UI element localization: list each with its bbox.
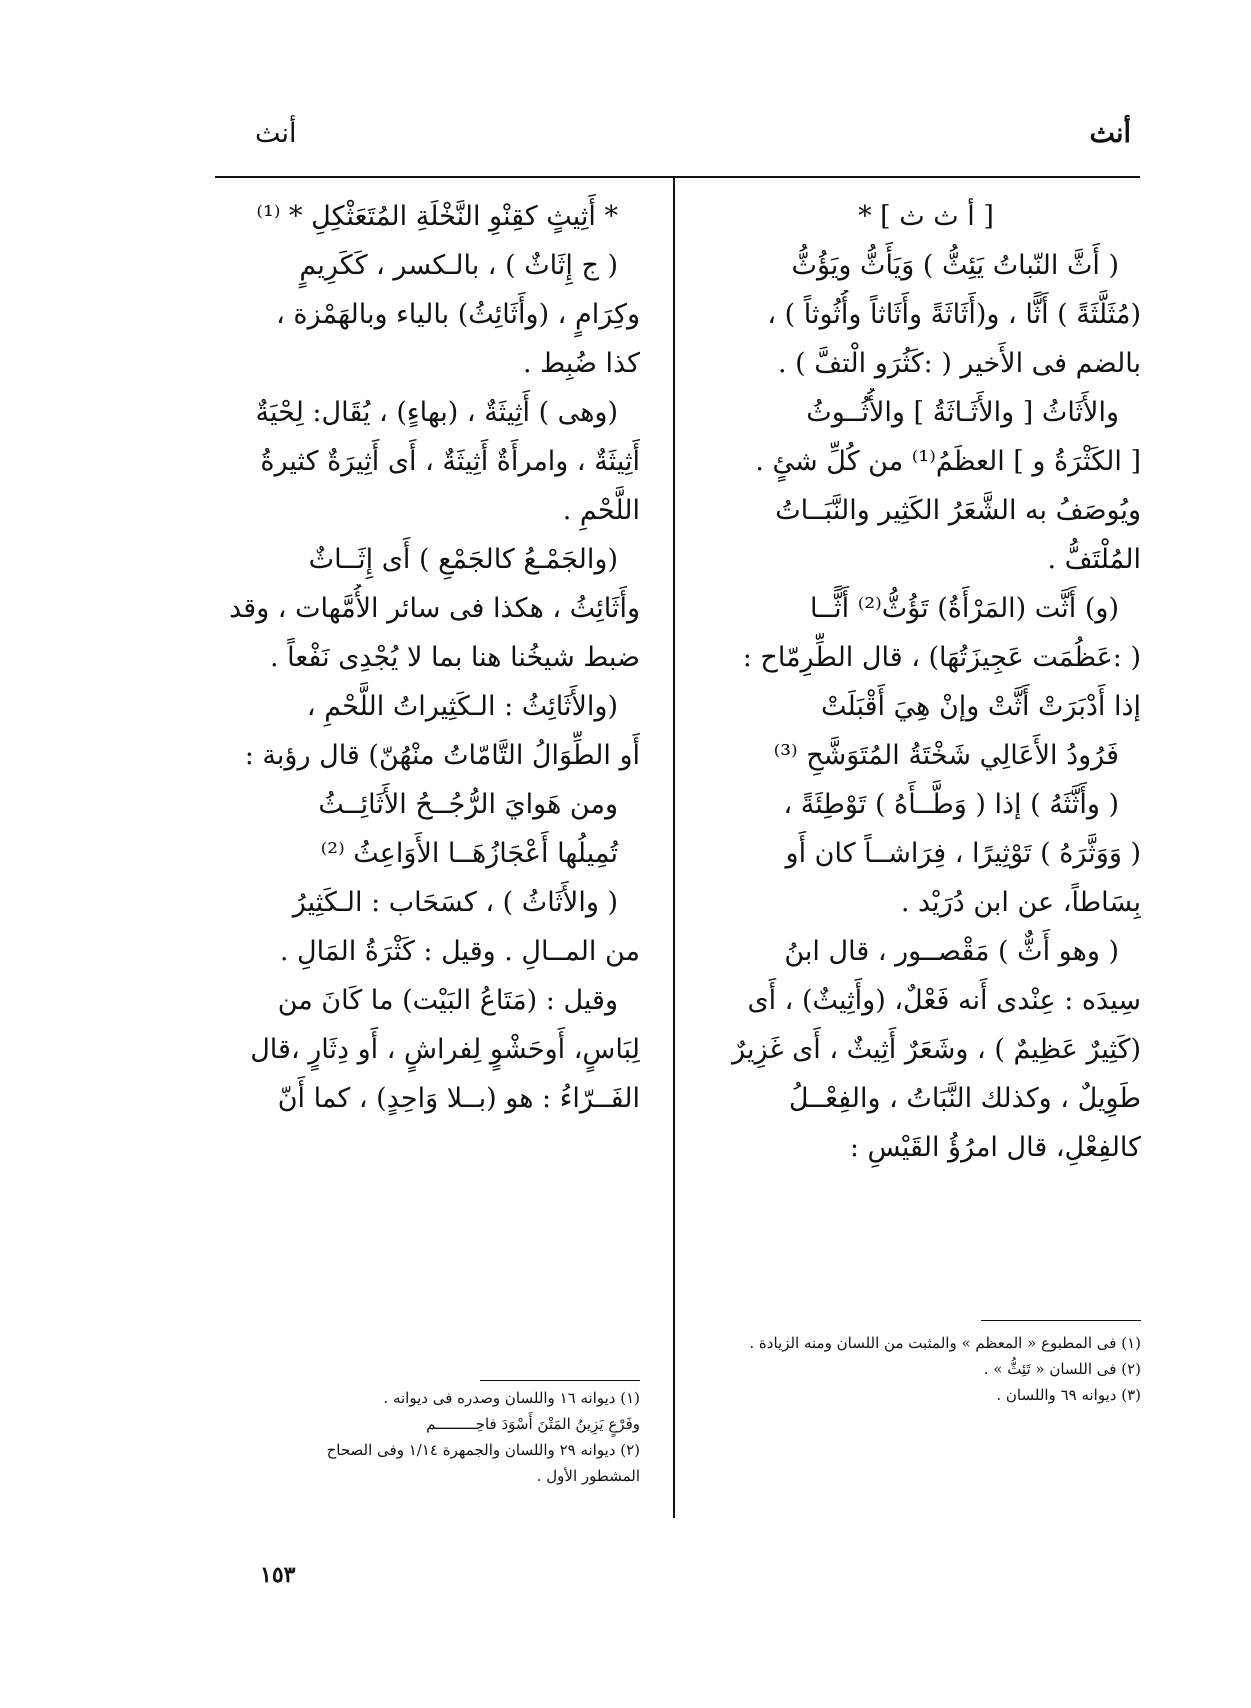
entry-heading: [ أ ث ث ] * [858, 201, 994, 232]
right-column [711, 192, 1141, 1172]
text-line: بالضم فى الأَخير ( :كَثُرَو الْتفَّ ) . [778, 348, 1141, 379]
footnote: (٢) ديوانه ٢٩ واللسان والجمهرة ١/١٤ وفى الصحاح [326, 1441, 640, 1459]
footnote-rule-left [480, 1380, 640, 1381]
text-line: ( أَثَّ النّباتُ يَئِثُّ ) وَيَأَثُّ ويَؤُثُّ [791, 250, 1119, 281]
header-rule [215, 176, 1140, 178]
verse-line: فَرُودُ الأَعَالِي شَخْتَةُ المُتَوَشَّحِ ⁽³⁾ [773, 740, 1119, 771]
text-line: (وهى ) أَثِيثَةٌ ، (بهاءٍ) ، يُقَال: لِحْيَةٌ [255, 397, 618, 428]
verse-line: ومن هَوايَ الرُّجُــحُ الأَثَائِــثُ [318, 789, 618, 820]
column-divider [673, 178, 675, 1518]
text-line: وقيل : (مَتَاعُ البَيْت) ما كَانَ من [277, 985, 618, 1016]
footnote: (١) فى المطبوع « المعظم » والمثبت من اللسان ومنه الزيادة . [749, 1334, 1141, 1352]
text-line: وكِرَامٍ ، (وأَثَائِثُ) بالياء وبالهَمْزة ، [276, 299, 640, 330]
text-line: ( وأَثَّثَهُ ) إذا ( وَطَّــأَهُ ) تَوْطِئَةً ، [783, 789, 1119, 820]
text-line: أَثِيثَةٌ ، وامرأَةٌ أَثِيثَةٌ ، أَى أَثِيرَةٌ كثيرةُ [260, 446, 640, 477]
text-line: سِيدَه : عِنْدى أَنه فَعْلٌ، (وأَثِيثٌ) ، أَى [747, 985, 1141, 1016]
text-line: والأَثَاثُ [ والأَثَـاثَةُ ] والأُثُــوثُ [806, 397, 1119, 428]
text-line: ضبط شيخُنا هنا بما لا يُجْدِى نَفْعاً . [270, 642, 640, 673]
text-line: وأَثَائِثُ ، هكذا فى سائر الأُمَّهات ، وقد [229, 593, 640, 624]
text-line: ( ج إِثَاثٌ ) ، بالـكسر ، كَكَرِيمٍ [299, 250, 618, 281]
footnote: المشطور الأول . [536, 1467, 640, 1485]
text-line: ( :عَظُمَت عَجِيزَتُهَا) ، قال الطِّرِمّاح : [742, 642, 1141, 673]
footnote: (١) ديوانه ١٦ واللسان وصدره فى ديوانه . [383, 1389, 640, 1407]
text-line: الفَــرّاءُ : هو (بــلا وَاحِدٍ) ، كما أَنّ [277, 1083, 640, 1114]
running-head-left: أنث [255, 118, 297, 149]
verse-line: إذا أَدْبَرَتْ أَثَّتْ وإنْ هِيَ أَقْبَلَتْ [821, 691, 1141, 722]
text-line: بِسَاطاً، عن ابن دُرَيْد . [900, 887, 1141, 918]
text-line: (والأَثَائِثُ : الـكَثِيراتُ اللَّحْمِ ، [306, 691, 618, 722]
footnotes-right [711, 1330, 1141, 1408]
verse-line: تُمِيلُها أَعْجَازُهَــا الأَوَاعِثُ ⁽²⁾ [320, 838, 618, 869]
footnote-rule-right [981, 1320, 1141, 1321]
text-line: (كَثِيرٌ عَظِيمٌ ) ، وشَعَرٌ أَثِيثٌ ، أَى غَزِيرٌ [732, 1034, 1141, 1065]
page-number: ١٥٣ [260, 1562, 296, 1588]
footnotes-left [210, 1385, 640, 1489]
text-line: (والجَمْـعُ كالجَمْعِ ) أَى إِثَــاثٌ [308, 544, 618, 575]
footnote-verse: وفَرْعٍ يَزِينُ المَتْنَ أَسْوَدَ فاحِـــــــــم [426, 1415, 640, 1433]
footnote: (٢) فى اللسان « تَئِثُّ » . [983, 1360, 1141, 1378]
footnote: (٣) ديوانه ٦٩ واللسان . [996, 1386, 1141, 1404]
text-line: (و) أَثَّت (المَرْأَةُ) تَؤُثُّ⁽²⁾ أَثًّــا [810, 593, 1119, 624]
text-line: من المــالِ . وقيل : كَثْرَةُ المَالِ . [279, 936, 640, 967]
text-line: لِبَاسٍ، أَوحَشْوٍ لِفراشٍ ، أَو دِثَارٍ ،قال [250, 1034, 640, 1065]
text-line: ( وَوَثَّرَهُ ) تَوْثِيرًا ، فِرَاشــاً كان أَو [785, 838, 1141, 869]
text-line: أَو الطِّوَالُ التَّامّاتُ منْهُنّ) قال رؤبة : [244, 740, 640, 771]
text-line: ( والأَثَاثُ ) ، كسَحَاب : الـكَثِيرُ [292, 887, 618, 918]
text-line: كذا ضُبِط . [523, 348, 640, 379]
text-line: [ الكَثْرَةُ و ] العظَمُ⁽¹⁾ من كُلِّ شئٍ . [755, 446, 1141, 477]
text-line: كالفِعْلِ، قال امرُؤُ القَيْسِ : [849, 1132, 1141, 1163]
text-line: ويُوصَفُ به الشَّعَرُ الكَثِير والنَّبَــاتُ [775, 495, 1141, 526]
left-column [210, 192, 640, 1123]
text-line: ( وهو أَثٌّ ) مَقْصــور ، قال ابنُ [784, 936, 1119, 967]
text-line: المُلْتَفُّ . [1047, 544, 1141, 575]
text-line: (مُثَلَّثَةً ) أَثًّا ، و(أَثَاثَةً وأَثَاثاً وأُثُوثاً ) ، [767, 299, 1141, 330]
running-head-right: أنث [1089, 118, 1131, 149]
verse-line: * أَثِيثٍ كقِنْوِ النَّخْلَةِ المُتَعَثْكِلِ * ⁽¹⁾ [256, 201, 618, 232]
text-line: طَوِيلٌ ، وكذلك النَّبَاتُ ، والفِعْــلُ [788, 1083, 1141, 1114]
text-line: اللَّحْمِ . [562, 495, 640, 526]
